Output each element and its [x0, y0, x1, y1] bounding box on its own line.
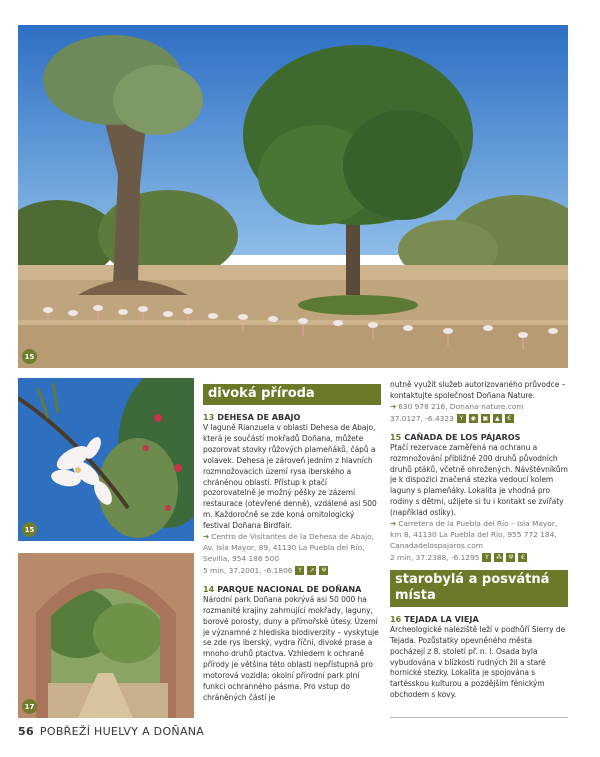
entry-address-text: Centro de Visitantes de la Dehesa de Abajo, Av. Isla Mayor, 89, 41130 La Puebla del Río, Sevilla, 954 186 500 [203, 532, 374, 563]
arrow-right-icon: ➔ [390, 519, 397, 529]
text-column-right [390, 380, 568, 701]
text-column-left [203, 380, 381, 704]
photo-white-flowers [18, 378, 194, 541]
chapter-title: POBŘEŽÍ HUELVY A DOÑANA [39, 725, 205, 738]
entry-title-16 [390, 613, 568, 625]
section-heading-wild-nature: divoká příroda [203, 384, 381, 405]
photo-stone-arch [18, 553, 194, 718]
entry-title-13 [203, 411, 381, 423]
photo-number-badge: 17 [22, 699, 37, 714]
arrow-right-icon: ➔ [390, 401, 397, 411]
continued-contact-text: 630 978 216, Donana-nature.com [398, 401, 524, 411]
entry-address [203, 532, 381, 565]
continued-description: nutně využít služeb autorizovaného průvodce – kontaktujte společnost Doñana Nature. [390, 380, 566, 400]
entry-number: 14 [203, 583, 215, 594]
flamingos-landscape-illustration [18, 25, 568, 368]
continued-contact [390, 402, 568, 413]
arrow-right-icon: ➔ [203, 532, 210, 542]
entry-number: 13 [203, 412, 215, 422]
section-heading-ancient-places: starobylá a posvátná místa [390, 570, 568, 607]
entry-description: Národní park Doñana pokrývá asi 50 000 ha rozmanité krajiny zahrnující mokřady, laguny, borové porosty, duny a přímořské útesy. Území je významné z hlediska biodiverzity – vyskytuje se zde rys iberský, vydra říční, divoké prase a mnoho druhů ptactva. Vzhledem k ochraně přírody je většina této oblasti nepřístupná pro motorová vozidla; okolní přírodní park plní funkci ochranného pásma. Pro vstup do chráněných částí je [203, 594, 379, 702]
camera-icon: ◉ [470, 414, 476, 422]
euro-icon: € [518, 553, 527, 562]
binoculars-icon: Y [457, 414, 466, 423]
entry-title-text: DEHESA DE ABAJO [217, 412, 301, 422]
entry-coordinates [390, 552, 568, 563]
continued-coordinates [390, 413, 568, 424]
entry-title-text: PARQUE NACIONAL DE DOÑANA [217, 583, 362, 594]
walking-icon: ↗ [309, 566, 315, 574]
family-icon: ⁂ [495, 553, 502, 561]
entry-description: Archeologické naleziště leží v podhůří Sierry de Tejada. Pozůstatky opevněného města pocházejí z 8. století př. n. l. Osada byla vybudována v blízkosti rudných žil a staré hornické stezky. Lokalita je spojována s tartésskou kulturou a pozdějším fénickým obchodem s kovy. [390, 624, 566, 700]
page-number: 56 [18, 725, 34, 738]
euro-icon: € [505, 414, 514, 423]
coordinates-text: 37.0127, -6.4323 [390, 413, 454, 423]
jeep-icon: ▣ [482, 414, 489, 422]
entry-number: 16 [390, 613, 402, 624]
photo-number-badge: 15 [22, 522, 37, 537]
photo-number-badge: 15 [22, 349, 37, 364]
entry-title-14 [203, 583, 381, 595]
entry-address [390, 519, 568, 552]
entry-title-text: CAÑADA DE LOS PÁJAROS [404, 431, 521, 442]
entry-address-text: Carretera de la Puebla del Río – Isla Mayor, km 8, 41130 La Puebla del Río, 955 772 184, Canadadelospajaros.com [390, 519, 558, 550]
entry-description: V laguně Rianzuela v oblasti Dehesa de Abajo, která je součástí mokřadů Doñana, můžete pozorovat stovky růžových plameňáků, čápů a volavek. Dehesa je zároveň jedním z hlavních rozmnožovacích území rysa iberského a chráněnou oblastí. Přístup k ptačí pozorovatelně je možný pěšky ze zázemí restaurace (otevřené denně), vzdálené asi 500 m. Každoročně se zde koná ornitologický festival Doñana Birdfair. [203, 423, 377, 531]
entry-description: Ptačí rezervace zaměřená na ochranu a rozmnožování přibližně 200 druhů původních druhů ptáků, včetně ohrožených. Návštěvníkům je k dispozici značená stezka vedoucí kolem laguny s plameňáky. Lokalita je vhodná pro rodiny s dětmi, užijete si tu i kontakt se zvířaty (například oslíky). [390, 442, 568, 518]
page-footer [18, 725, 204, 738]
column-divider-bottom [390, 717, 568, 718]
binoculars-icon: Y [295, 566, 304, 575]
coordinates-text: 2 min, 37.2388, -6.1295 [390, 552, 480, 562]
entry-number: 15 [390, 431, 402, 442]
binoculars-icon: Y [482, 553, 491, 562]
entry-title-15 [390, 431, 568, 443]
entry-coordinates [203, 565, 381, 576]
restaurant-icon: Ψ [506, 553, 515, 562]
entry-title-text: TEJADA LA VIEJA [404, 613, 479, 624]
restaurant-icon: Ψ [319, 566, 328, 575]
coordinates-text: 5 min, 37.2001, -6.1806 [203, 565, 293, 575]
photo-flamingos-tree [18, 25, 568, 368]
stone-arch-illustration [18, 553, 194, 718]
landscape-icon: ▲ [493, 414, 502, 423]
white-flowers-illustration [18, 378, 194, 541]
